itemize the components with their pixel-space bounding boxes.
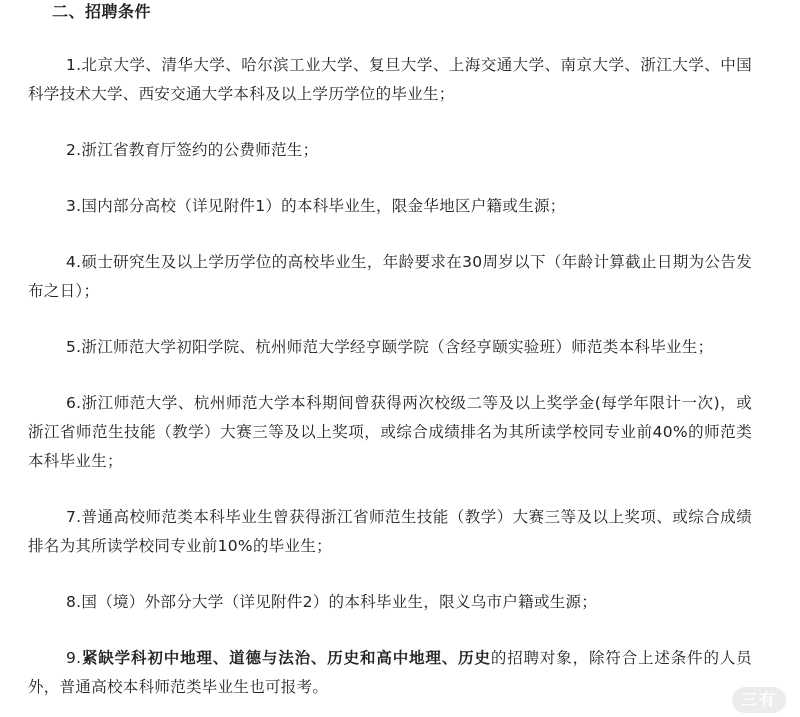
condition-item-7: 7.普通高校师范类本科毕业生曾获得浙江省师范生技能（教学）大赛三等及以上奖项、或综合成绩排名为其所读学校同专业前10%的毕业生； [28, 508, 752, 555]
paragraph-spacer [28, 476, 752, 503]
paragraph-spacer [28, 24, 752, 51]
condition-item-2: 2.浙江省教育厅签约的公费师范生； [66, 141, 319, 159]
paragraph-spacer [28, 221, 752, 248]
condition-item-3: 3.国内部分高校（详见附件1）的本科毕业生，限金华地区户籍或生源； [66, 197, 566, 215]
item-9-shortage-subjects: 紧缺学科初中地理、道德与法治、历史和高中地理、历史 [81, 649, 491, 667]
paragraph-spacer [28, 165, 752, 192]
condition-item-5: 5.浙江师范大学初阳学院、杭州师范大学经亨颐学院（含经亨颐实验班）师范类本科毕业生； [66, 338, 714, 356]
condition-item-4: 4.硕士研究生及以上学历学位的高校毕业生，年龄要求在30周岁以下（年龄计算截止日期为公告发布之日）； [28, 253, 752, 300]
article-body [28, 0, 752, 702]
condition-item-6: 6.浙江师范大学、杭州师范大学本科期间曾获得两次校级二等及以上奖学金(每学年限计一次)，或浙江省师范生技能（教学）大赛三等及以上奖项，或综合成绩排名为其所读学校同专业前40%的师范类本科毕业生； [28, 394, 752, 470]
paragraph-spacer [28, 109, 752, 136]
watermark-logo: 三有 [732, 687, 786, 713]
paragraph-spacer [28, 617, 752, 644]
paragraph-spacer [28, 561, 752, 588]
paragraph-spacer [28, 362, 752, 389]
section-title: 二、招聘条件 [52, 2, 152, 21]
condition-item-1: 1.北京大学、清华大学、哈尔滨工业大学、复旦大学、上海交通大学、南京大学、浙江大学、中国科学技术大学、西安交通大学本科及以上学历学位的毕业生； [28, 56, 752, 103]
item-9-number: 9. [66, 649, 82, 667]
condition-item-8: 8.国（境）外部分大学（详见附件2）的本科毕业生，限义乌市户籍或生源； [66, 593, 598, 611]
paragraph-spacer [28, 306, 752, 333]
item-9-text: 的招聘对象，除符合上述条件的人员外，普通高校本科师范类毕业生也可报考。 [28, 649, 752, 696]
condition-item-9 [28, 644, 752, 702]
